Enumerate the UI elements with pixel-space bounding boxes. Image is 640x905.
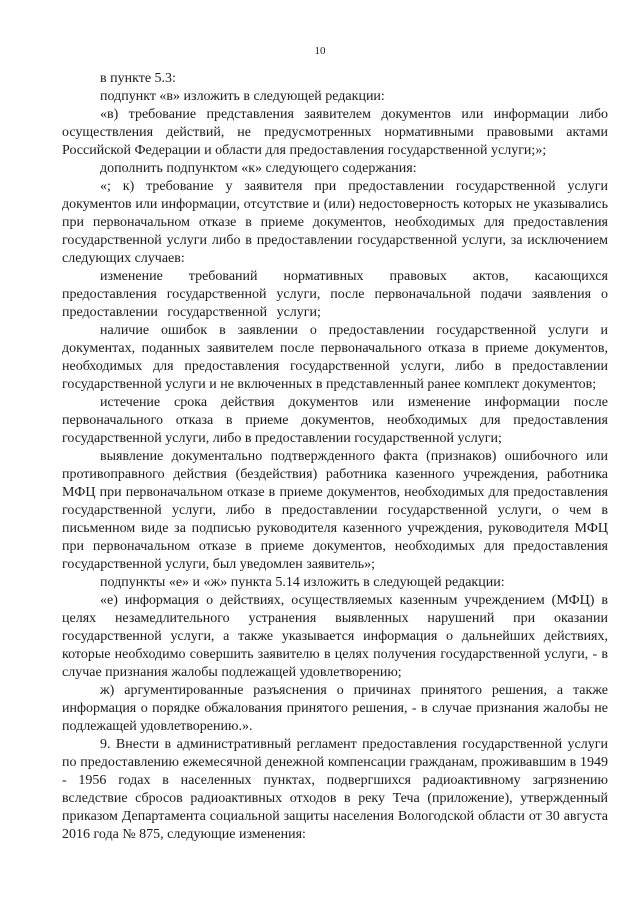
paragraph-subclause-zh: ж) аргументированные разъяснения о причинах принятого решения, а также информация о порядке обжалования принятого решения, - в случае признания жалобы не подлежащей удовлетворению.». bbox=[62, 683, 608, 734]
paragraph-subclause-v-intro: подпункт «в» изложить в следующей редакции: bbox=[100, 89, 385, 104]
document-body bbox=[62, 70, 608, 844]
paragraph-case-requirements-change: изменение требований нормативных правовых актов, касающихся предоставления государственной услуги, после первоначальной подачи заявления о предоставлении государственной услуги; bbox=[62, 269, 608, 320]
paragraph-subclause-v-text: «в) требование представления заявителем документов или информации либо осуществления действий, не предусмотренных нормативными правовыми актами Российской Федерации и области для предоставления государственной услуги;»; bbox=[62, 107, 608, 158]
paragraph-case-misconduct: выявление документально подтвержденного факта (признаков) ошибочного или противоправного действия (бездействия) работника казенного учреждения, работника МФЦ при первоначальном отказе в приеме документов, необходимых для предоставления государственной услуги, либо в предоставлении государственной услуги, о чем в письменном виде за подписью руководителя казенного учреждения, руководителя МФЦ при первоначальном отказе в приеме документов, необходимых для предоставления государственной услуги, был уведомлен заявитель»; bbox=[62, 449, 608, 572]
paragraph-subclause-e: «е) информация о действиях, осуществляемых казенным учреждением (МФЦ) в целях незамедлительного устранения выявленных нарушений при оказании государственной услуги, а также указывается информация о дальнейших действиях, которые необходимо совершить заявителю в целях получения государственной услуги, - в случае признания жалобы подлежащей удовлетворению; bbox=[62, 593, 608, 680]
paragraph-item-9: 9. Внести в административный регламент предоставления государственной услуги по предоставлению ежемесячной денежной компенсации гражданам, проживавшим в 1949 - 1956 годах в населенных пунктах, подвергшихся радиоактивному загрязнению вследствие сбросов радиоактивных отходов в реку Теча (приложение), утвержденный приказом Департамента социальной защиты населения Вологодской области от 30 августа 2016 года № 875, следующие изменения: bbox=[62, 737, 608, 842]
page-number: 10 bbox=[314, 45, 326, 57]
paragraph-clause-5-3: в пункте 5.3: bbox=[100, 71, 176, 86]
paragraph-subclause-k-text: «; к) требование у заявителя при предоставлении государственной услуги документов или информации, отсутствие и (или) недостоверность которых не указывались при первоначальном отказе в приеме документов, необходимых для предоставления государственной услуги либо в предоставлении государственной услуги, за исключением следующих случаев: bbox=[62, 179, 608, 266]
paragraph-case-errors: наличие ошибок в заявлении о предоставлении государственной услуги и документах, поданных заявителем после первоначального отказа в приеме документов, необходимых для предоставления государственной услуги, либо в предоставлении государственной услуги и не включенных в представленный ранее комплект документов; bbox=[62, 323, 608, 392]
paragraph-case-expiry: истечение срока действия документов или изменение информации после первоначального отказа в приеме документов, необходимых для предоставления государственной услуги, либо в предоставлении государственной услуги; bbox=[62, 395, 608, 446]
paragraph-clause-5-14-intro: подпункты «е» и «ж» пункта 5.14 изложить в следующей редакции: bbox=[100, 575, 505, 590]
paragraph-subclause-k-intro: дополнить подпунктом «к» следующего содержания: bbox=[100, 161, 417, 176]
